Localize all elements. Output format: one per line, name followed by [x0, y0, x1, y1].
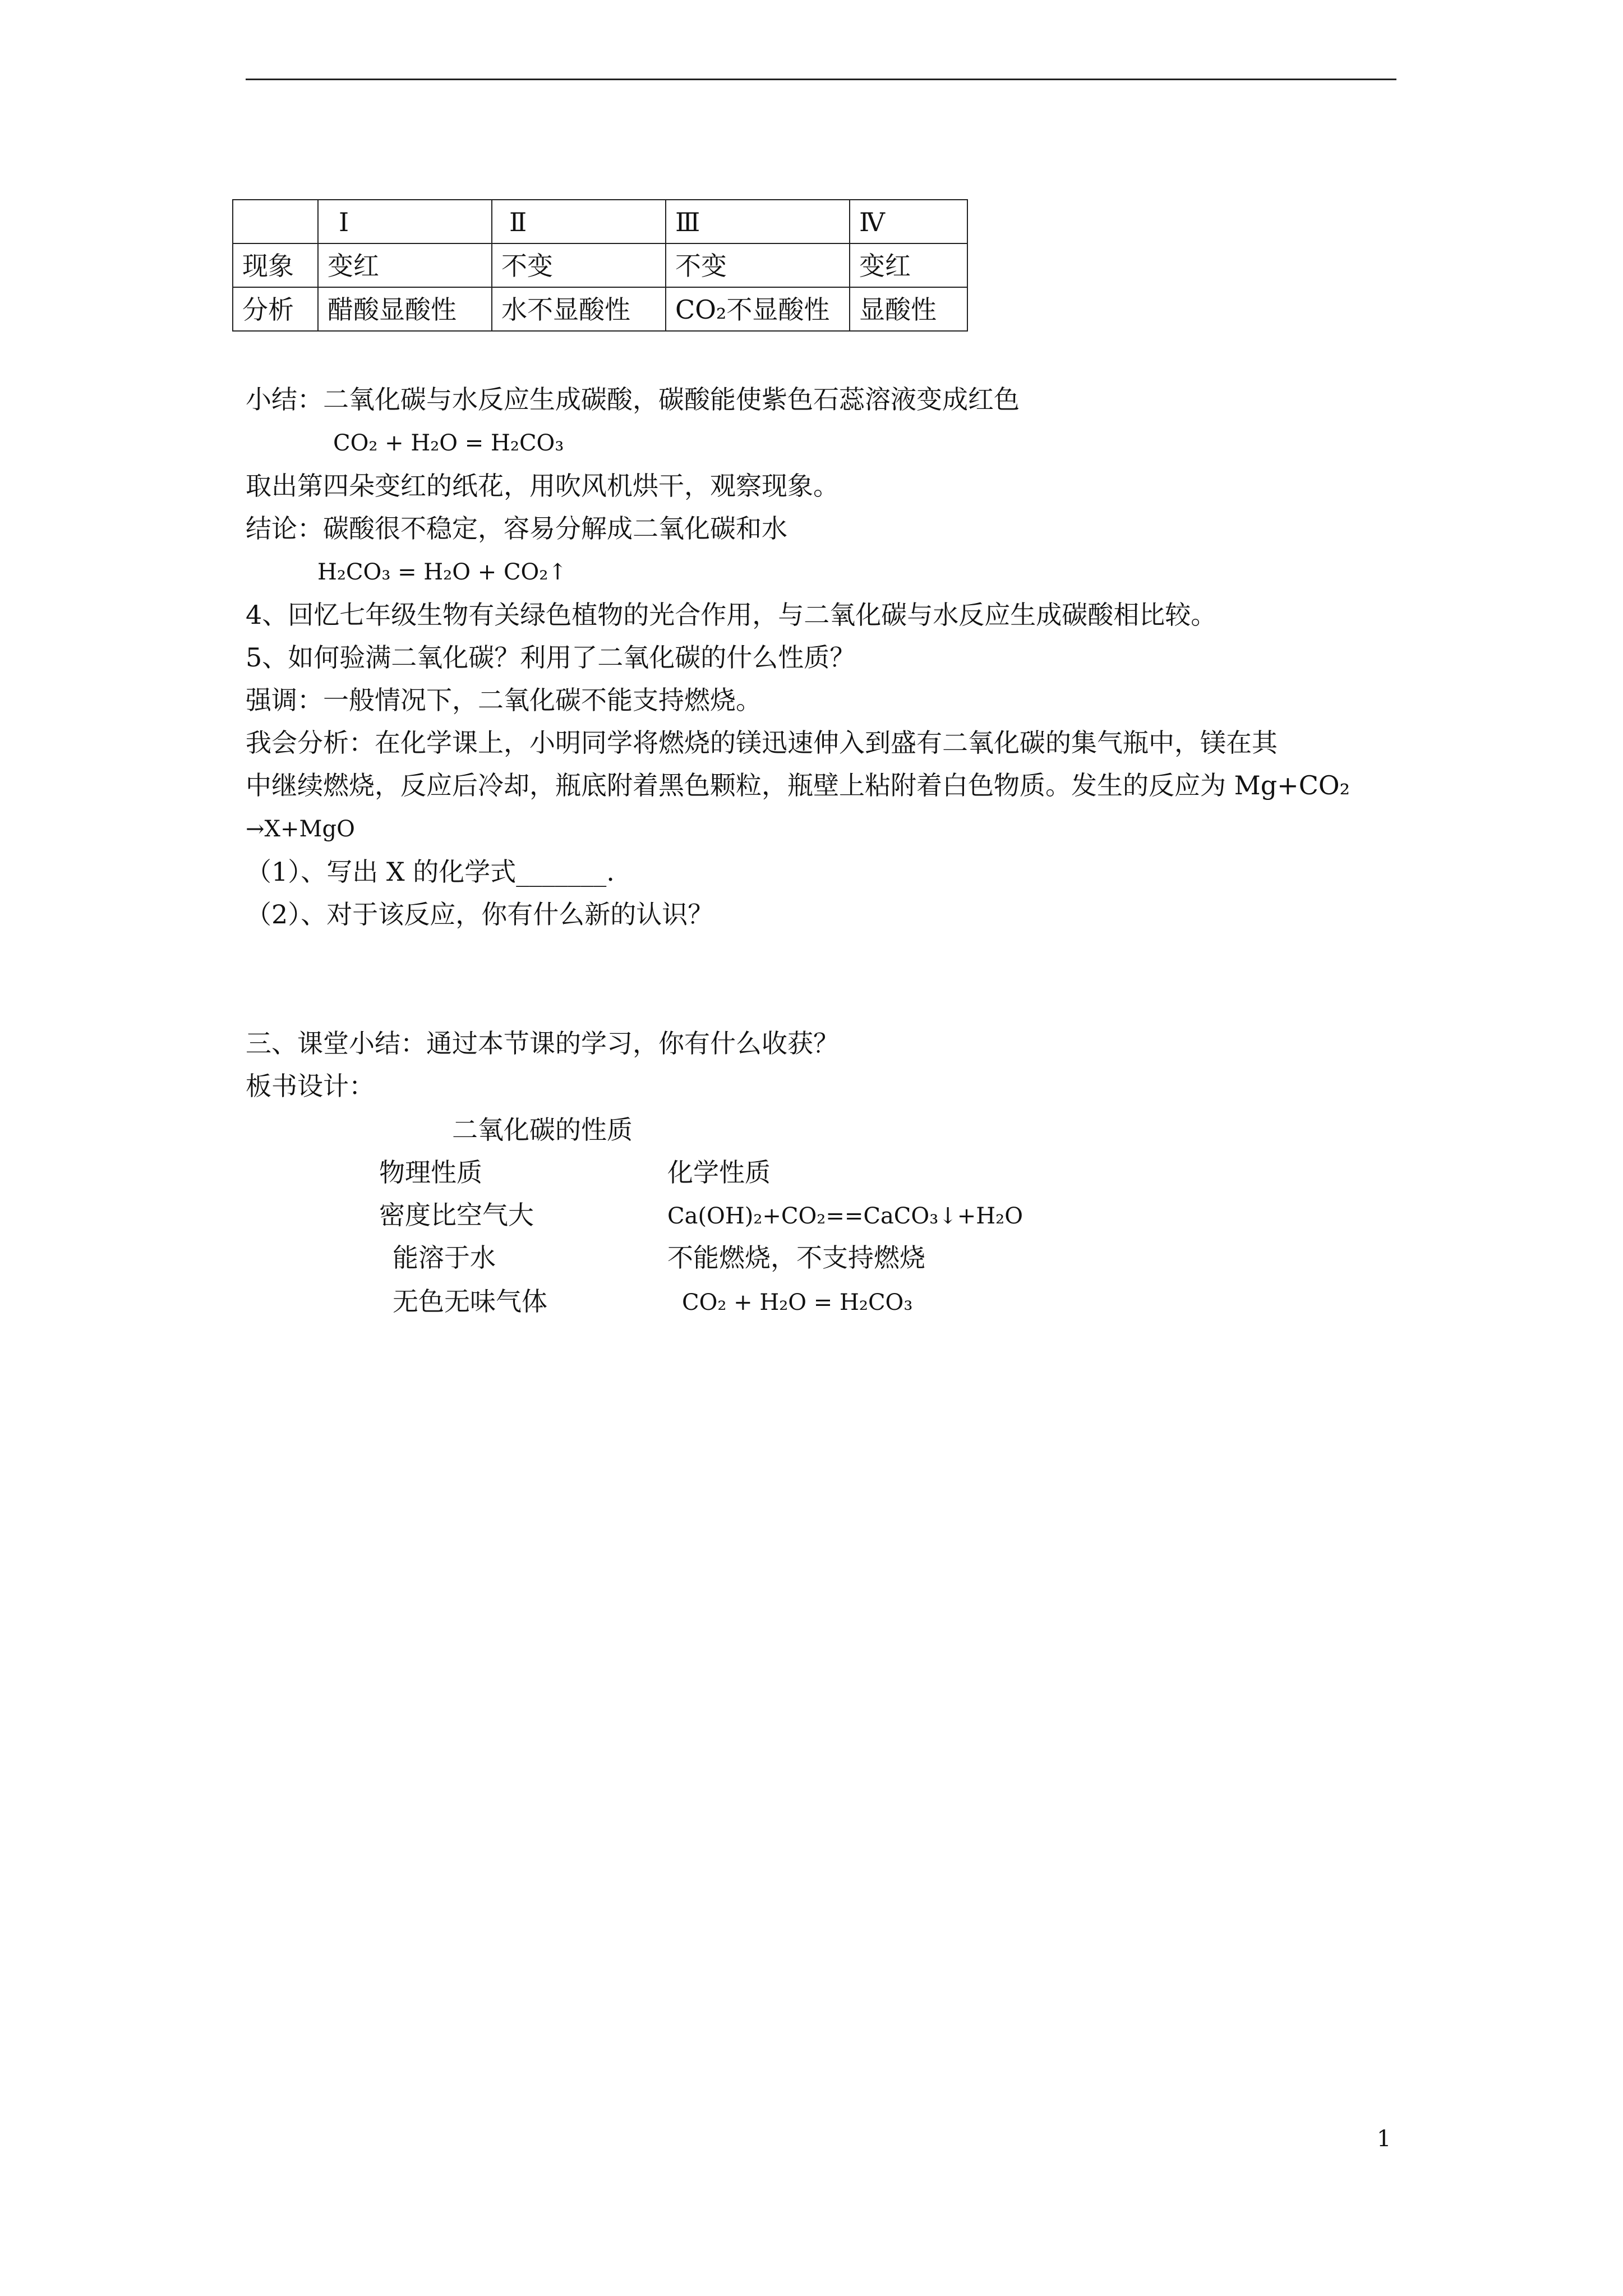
table-cell: 不变: [666, 243, 850, 287]
equation-carbonic-decomposition: H₂CO₃ = H₂O + CO₂↑: [317, 559, 567, 585]
question-4: 4、回忆七年级生物有关绿色植物的光合作用，与二氧化碳与水反应生成碳酸相比较。: [246, 600, 1217, 630]
table-header-label: Ⅰ: [339, 207, 349, 237]
physical-property-3: 无色无味气体: [393, 1286, 547, 1317]
chemical-property-1: Ca(OH)₂+CO₂==CaCO₃↓+H₂O: [667, 1203, 1023, 1229]
table-header-row: [233, 200, 967, 243]
table-cell: 变红: [318, 243, 492, 287]
table-header-label: Ⅱ: [509, 207, 527, 237]
sub-question-2: （2）、对于该反应，你有什么新的认识？: [246, 899, 714, 930]
page-number: 1: [1377, 2126, 1391, 2152]
instruction-text: 取出第四朵变红的纸花，用吹风机烘干，观察现象。: [246, 471, 839, 501]
table-cell: 不变: [492, 243, 666, 287]
board-title: 二氧化碳的性质: [452, 1115, 633, 1145]
chemical-properties-heading: 化学性质: [667, 1157, 771, 1188]
table-row: [233, 287, 967, 331]
table-cell: 水不显酸性: [492, 287, 666, 331]
header-rule: [246, 79, 1396, 80]
table-cell: CO₂不显酸性: [666, 287, 850, 331]
table-row-label: 分析: [233, 287, 318, 331]
sub-question-1: （1）、写出 X 的化学式_______.: [246, 857, 615, 887]
table-row-label: 现象: [233, 243, 318, 287]
class-summary-heading: 三、课堂小结：通过本节课的学习，你有什么收获？: [246, 1028, 839, 1059]
board-design-label: 板书设计：: [246, 1071, 375, 1101]
physical-properties-heading: 物理性质: [379, 1157, 482, 1188]
table-row: [233, 243, 967, 287]
table-cell: [233, 200, 318, 243]
conclusion-text: 结论：碳酸很不稳定，容易分解成二氧化碳和水: [246, 513, 787, 544]
analysis-line-1: 我会分析：在化学课上，小明同学将燃烧的镁迅速伸入到盛有二氧化碳的集气瓶中，镁在其: [246, 728, 1278, 758]
equation-carbonic-formation: CO₂ + H₂O = H₂CO₃: [333, 430, 564, 456]
summary-text: 小结：二氧化碳与水反应生成碳酸，碳酸能使紫色石蕊溶液变成红色: [246, 384, 1020, 415]
table-cell: 显酸性: [850, 287, 967, 331]
table-header-cell: [492, 200, 666, 243]
table-header-cell: [318, 200, 492, 243]
observation-table: [232, 199, 968, 332]
table-header-cell: Ⅳ: [850, 200, 967, 243]
chemical-property-2: 不能燃烧，不支持燃烧: [667, 1243, 925, 1273]
table-header-cell: Ⅲ: [666, 200, 850, 243]
chemical-property-3: CO₂ + H₂O = H₂CO₃: [682, 1290, 913, 1315]
table-cell: 醋酸显酸性: [318, 287, 492, 331]
analysis-line-2: 中继续燃烧，反应后冷却，瓶底附着黑色颗粒，瓶壁上粘附着白色物质。发生的反应为 Mg+CO₂: [246, 770, 1350, 800]
physical-property-2: 能溶于水: [393, 1243, 496, 1273]
physical-property-1: 密度比空气大: [379, 1200, 534, 1230]
table-cell: 变红: [850, 243, 967, 287]
analysis-line-3: →X+MgO: [246, 816, 355, 842]
question-5: 5、如何验满二氧化碳？利用了二氧化碳的什么性质？: [246, 642, 856, 673]
emphasis-text: 强调：一般情况下，二氧化碳不能支持燃烧。: [246, 685, 762, 715]
